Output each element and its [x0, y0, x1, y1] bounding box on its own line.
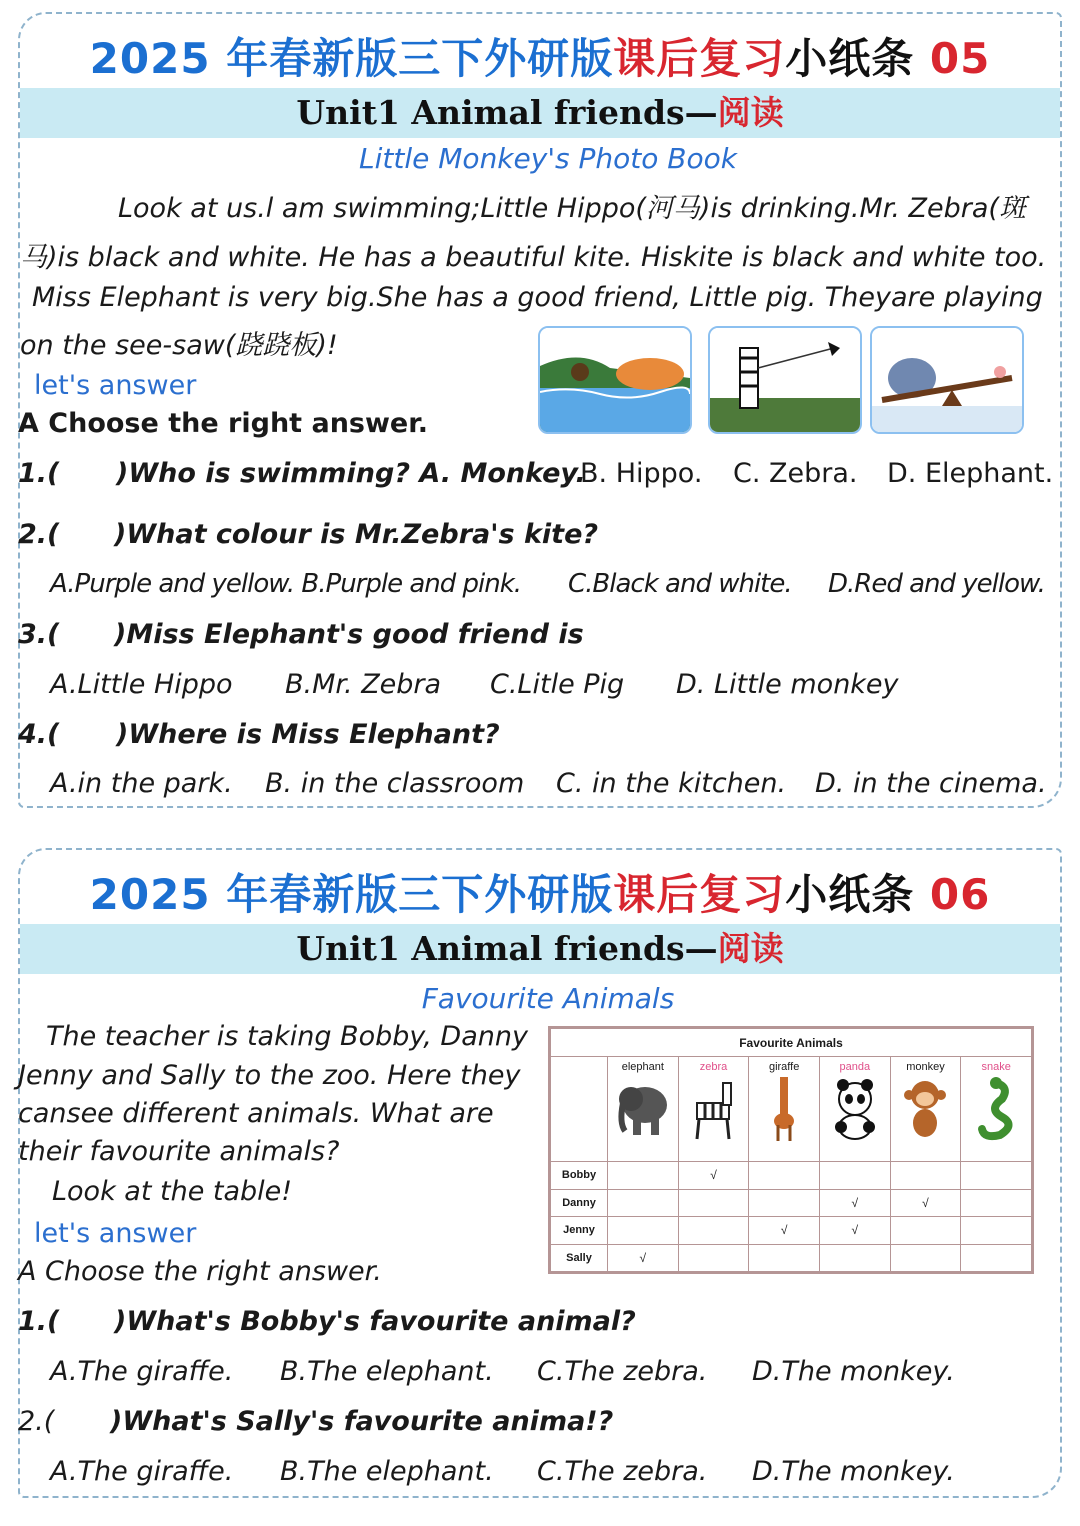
option: B. Hippo.	[580, 458, 703, 489]
question-text: )What colour is Mr.Zebra's kite?	[114, 519, 599, 550]
option: C.The zebra.	[537, 1456, 708, 1487]
unit-subtitle-bar: Unit1 Animal friends—阅读	[20, 88, 1060, 138]
row-name: Sally	[551, 1244, 608, 1272]
table-cell	[890, 1217, 961, 1245]
photo-zebra-kite	[708, 326, 862, 434]
passage-line: Look at the table!	[52, 1176, 293, 1207]
table-cell	[890, 1244, 961, 1272]
instruction: A Choose the right answer.	[18, 1256, 382, 1287]
snake-icon	[966, 1073, 1026, 1143]
animal-column-giraffe: giraffe	[749, 1057, 820, 1162]
question-text: )What's Sally's favourite anima!?	[110, 1406, 614, 1437]
table-title: Favourite Animals	[551, 1029, 1032, 1057]
table-cell	[819, 1244, 890, 1272]
unit-subtitle-bar: Unit1 Animal friends—阅读	[20, 924, 1060, 974]
question-number: 2.(	[18, 519, 60, 550]
table-cell	[608, 1217, 679, 1245]
animal-column-elephant: elephant	[608, 1057, 679, 1162]
passage-line: on the see-saw(跷跷板)!	[20, 330, 338, 361]
table-cell: √	[819, 1189, 890, 1217]
table-cell	[749, 1162, 820, 1190]
elephant-icon	[613, 1073, 673, 1143]
passage-line: cansee different animals. What are	[18, 1098, 494, 1129]
option: A.in the park.	[50, 768, 233, 799]
photo-elephant-seesaw	[870, 326, 1024, 434]
table-cell	[749, 1189, 820, 1217]
option: D.The monkey.	[752, 1456, 955, 1487]
question-number: 1.(	[18, 1306, 60, 1337]
question-number: 4.(	[18, 719, 60, 750]
passage-line: 马)is black and white. He has a beautiful kite. Hiskite is black and white too.	[20, 242, 1047, 273]
passage-line: Miss Elephant is very big.She has a good friend, Little pig. Theyare playing	[32, 282, 1043, 313]
question-number: 3.(	[18, 619, 60, 650]
table-cell: √	[890, 1189, 961, 1217]
option: C.The zebra.	[537, 1356, 708, 1387]
question-number: 1.(	[18, 458, 60, 489]
zebra-icon	[683, 1073, 743, 1143]
passage-line: Look at us.l am swimming;Little Hippo(河马)is drinking.Mr. Zebra(斑	[118, 193, 1026, 224]
table-cell	[961, 1189, 1032, 1217]
option: A.Purple and yellow. B.Purple and pink.	[50, 569, 522, 599]
table-cell: √	[678, 1162, 749, 1190]
option: B.Mr. Zebra	[285, 669, 442, 700]
option: C. in the kitchen.	[556, 768, 787, 799]
option: A.The giraffe.	[50, 1456, 234, 1487]
lets-answer-label: let's answer	[34, 1218, 197, 1249]
empty-cell	[551, 1057, 608, 1162]
table-cell	[678, 1244, 749, 1272]
instruction: A Choose the right answer.	[18, 408, 428, 439]
option: D. in the cinema.	[815, 768, 1047, 799]
question-text: )Miss Elephant's good friend is	[114, 619, 584, 650]
table-cell	[961, 1162, 1032, 1190]
option: B.The elephant.	[280, 1456, 494, 1487]
option: C.Litle Pig	[490, 669, 625, 700]
table-cell	[678, 1217, 749, 1245]
table-cell: √	[608, 1244, 679, 1272]
question-text: )Where is Miss Elephant?	[116, 719, 500, 750]
passage-title: Favourite Animals	[421, 982, 675, 1015]
option: A.Little Hippo	[50, 669, 233, 700]
option: B.The elephant.	[280, 1356, 494, 1387]
monkey-icon	[895, 1073, 955, 1143]
animal-column-monkey: monkey	[890, 1057, 961, 1162]
favourite-animals-table	[548, 1026, 1034, 1274]
table-cell: √	[749, 1217, 820, 1245]
option: B. in the classroom	[265, 768, 525, 799]
question-number: 2.(	[18, 1406, 55, 1437]
question-text: )Who is swimming? A. Monkey.	[116, 458, 586, 489]
option: C.Black and white.	[568, 569, 792, 599]
animal-column-zebra: zebra	[678, 1057, 749, 1162]
photo-hippo-swimming	[538, 326, 692, 434]
option: C. Zebra.	[733, 458, 858, 489]
row-name: Danny	[551, 1189, 608, 1217]
option: D.Red and yellow.	[828, 569, 1045, 599]
table-cell	[819, 1162, 890, 1190]
option: D.The monkey.	[752, 1356, 955, 1387]
passage-line: The teacher is taking Bobby, Danny	[46, 1021, 528, 1052]
table-cell	[961, 1244, 1032, 1272]
table-cell	[961, 1217, 1032, 1245]
animal-column-snake: snake	[961, 1057, 1032, 1162]
option: D. Little monkey	[676, 669, 899, 700]
giraffe-icon	[754, 1073, 814, 1143]
passage-line: Jenny and Sally to the zoo. Here they	[18, 1060, 521, 1091]
lets-answer-label: let's answer	[34, 370, 197, 401]
row-name: Bobby	[551, 1162, 608, 1190]
table-cell	[749, 1244, 820, 1272]
option: A.The giraffe.	[50, 1356, 234, 1387]
panda-icon	[825, 1073, 885, 1143]
passage-line: their favourite animals?	[18, 1136, 340, 1167]
table-cell	[608, 1189, 679, 1217]
table-cell	[608, 1162, 679, 1190]
passage-title: Little Monkey's Photo Book	[359, 142, 737, 175]
question-text: )What's Bobby's favourite animal?	[114, 1306, 636, 1337]
table-cell: √	[819, 1217, 890, 1245]
card-title: 2025 年春新版三下外研版课后复习小纸条 06	[89, 870, 991, 919]
animal-column-panda: panda	[819, 1057, 890, 1162]
card-title: 2025 年春新版三下外研版课后复习小纸条 05	[89, 34, 991, 83]
option: D. Elephant.	[887, 458, 1054, 489]
table-cell	[678, 1189, 749, 1217]
table-cell	[890, 1162, 961, 1190]
row-name: Jenny	[551, 1217, 608, 1245]
